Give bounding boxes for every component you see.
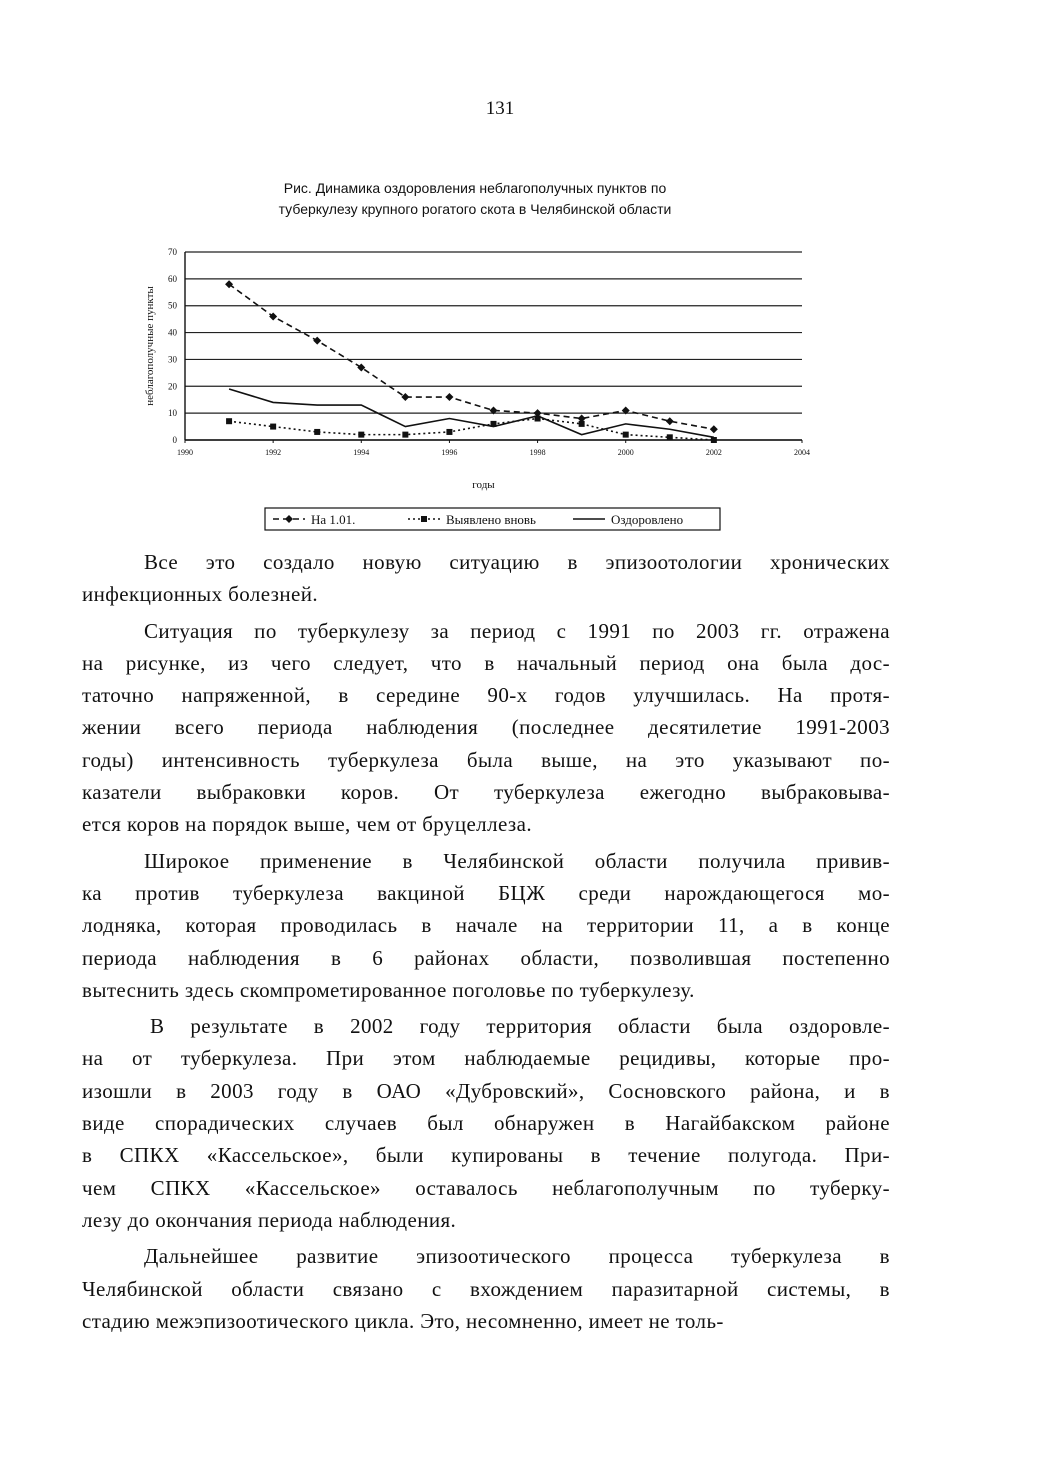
text-line: годы) интенсивность туберкулеза была выше, на это указывают по-	[82, 747, 890, 772]
text-line: вытеснить здесь скомпрометированное поголовье по туберкулезу.	[82, 977, 695, 1002]
text-line: жении всего периода наблюдения (последнее десятилетие 1991-2003	[82, 715, 890, 740]
text-line: ется коров на порядок выше, чем от бруцеллеза.	[82, 812, 532, 837]
text-line: лезу до окончания периода наблюдения.	[82, 1207, 457, 1232]
y-tick-label: 60	[168, 273, 177, 284]
text-line: В результате в 2002 году территория области была оздоровле-	[150, 1014, 890, 1039]
text-line: чем СПКХ «Кассельское» оставалось неблагополучным по туберку-	[82, 1175, 890, 1200]
text-line: лодняка, которая проводилась в начале на территории 11, а в конце	[82, 913, 890, 938]
data-point	[446, 429, 452, 435]
data-point	[667, 434, 673, 440]
chart-labels	[144, 247, 810, 491]
chart-series	[225, 280, 718, 443]
y-tick-label: 40	[168, 327, 177, 338]
y-tick-label: 20	[168, 381, 177, 392]
y-tick-label: 30	[168, 354, 177, 365]
y-tick-label: 50	[168, 300, 177, 311]
line-chart	[140, 240, 840, 540]
y-axis-title: неблагополучные пункты	[144, 286, 156, 406]
legend-label: На 1.01.	[311, 512, 356, 527]
text-line: периода наблюдения в 6 районах области, позволившая постепенно	[82, 945, 890, 970]
text-line: Широкое применение в Челябинской области получила привив-	[144, 848, 890, 873]
x-tick-label: 2004	[794, 448, 810, 457]
data-point	[358, 432, 364, 438]
x-tick-label: 1994	[353, 448, 370, 457]
text-line: инфекционных болезней.	[82, 582, 319, 607]
text-line: в СПКХ «Кассельское», были купированы в течение полугода. При-	[82, 1143, 890, 1168]
x-tick-label: 2002	[705, 448, 722, 457]
figure-caption-line-2: туберкулезу крупного рогатого скота в Челябинской области	[278, 201, 672, 217]
text-line: таточно напряженной, в середине 90-х годов улучшилась. На протя-	[82, 683, 890, 708]
text-line: Все это создало новую ситуацию в эпизоотологии хронических	[144, 550, 890, 574]
figure-caption	[175, 178, 775, 220]
data-point	[710, 425, 718, 433]
text-line: Ситуация по туберкулезу за период с 1991 по 2003 гг. отражена	[144, 618, 890, 643]
page-number: 131	[485, 98, 515, 119]
text-line: на от туберкулеза. При этом наблюдаемые рецидивы, которые про-	[82, 1046, 890, 1071]
text-line: ка против туберкулеза вакциной БЦЖ среди нарождающегося мо-	[82, 880, 890, 905]
figure-caption-line-1: Рис. Динамика оздоровления неблагополучных пунктов по	[283, 180, 667, 196]
data-point	[402, 432, 408, 438]
text-line: на рисунке, из чего следует, что в начальный период она была дос-	[82, 650, 890, 675]
x-tick-label: 1998	[529, 448, 546, 457]
data-point	[579, 421, 585, 427]
data-point	[270, 424, 276, 430]
x-tick-label: 1996	[441, 448, 458, 457]
legend-label: Выявлено вновь	[446, 512, 536, 527]
text-line: виде спорадических случаев был обнаружен в Нагайбакском районе	[82, 1111, 890, 1136]
chart-legend	[265, 508, 720, 530]
text-line: Челябинской области связано с вхождением паразитарной системы, в	[82, 1276, 890, 1301]
data-point	[445, 393, 453, 401]
data-point	[711, 437, 717, 443]
text-line: стадию межэпизоотического цикла. Это, несомненно, имеет не толь-	[82, 1308, 724, 1333]
data-point	[623, 432, 629, 438]
x-tick-label: 2000	[617, 448, 634, 457]
body-text	[82, 546, 890, 1337]
y-tick-label: 0	[172, 435, 177, 445]
y-tick-label: 70	[168, 247, 177, 257]
x-tick-label: 1990	[177, 448, 193, 457]
text-line: Дальнейшее развитие эпизоотического процесса туберкулеза в	[144, 1244, 890, 1269]
y-tick-label: 10	[168, 408, 177, 419]
data-point	[313, 337, 321, 345]
text-line: изошли в 2003 году в ОАО «Дубровский», Сосновского района, и в	[82, 1078, 890, 1103]
text-line: казатели выбраковки коров. От туберкулеза ежегодно выбраковыва-	[82, 780, 890, 805]
legend-marker	[421, 516, 427, 522]
legend-label: Оздоровлено	[611, 512, 684, 527]
data-point	[226, 418, 232, 424]
data-point	[666, 417, 674, 425]
data-point	[314, 429, 320, 435]
x-axis-title: годы	[472, 479, 495, 491]
x-tick-label: 1992	[265, 448, 282, 457]
